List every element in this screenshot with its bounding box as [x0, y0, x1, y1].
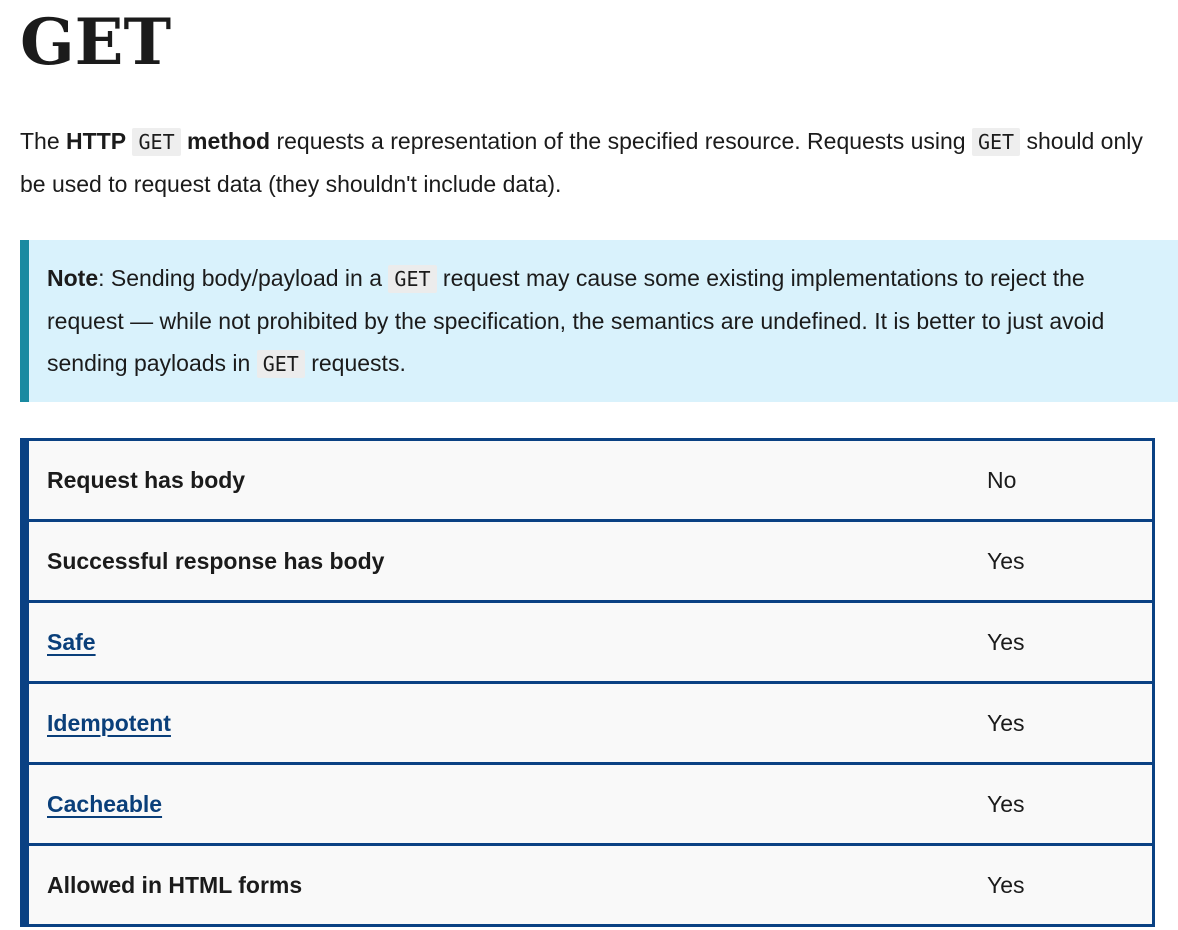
property-name-cell [25, 764, 968, 845]
property-value: Yes [967, 845, 1154, 926]
page-title: GET [20, 5, 172, 80]
note-text-part: requests. [304, 350, 406, 376]
property-value: Yes [967, 764, 1154, 845]
property-value: Yes [967, 602, 1154, 683]
table-row [25, 683, 1154, 764]
intro-text: The [20, 128, 67, 154]
intro-code-get: GET [132, 128, 180, 156]
safe-link[interactable]: Safe [47, 628, 96, 655]
note-callout [20, 240, 1178, 402]
note-text [47, 257, 1160, 385]
table-row [25, 440, 1154, 521]
property-name-cell [25, 683, 968, 764]
intro-bold-method: method [187, 128, 271, 154]
property-name: Request has body [25, 440, 968, 521]
cacheable-link[interactable]: Cacheable [47, 790, 163, 817]
table-row [25, 845, 1154, 926]
idempotent-link[interactable]: Idempotent [47, 709, 171, 736]
table-row [25, 521, 1154, 602]
note-label: Note [47, 265, 99, 291]
note-code-get: GET [257, 350, 305, 378]
intro-bold-http: HTTP [66, 128, 127, 154]
property-value: Yes [967, 683, 1154, 764]
table-row [25, 602, 1154, 683]
intro-code-get: GET [972, 128, 1020, 156]
note-text-part: : Sending body/payload in a [98, 265, 389, 291]
property-value: No [967, 440, 1154, 521]
property-name-cell [25, 602, 968, 683]
property-name: Successful response has body [25, 521, 968, 602]
note-text-part: request may cause some existing implementations to reject the request — while not prohibited by the specification, the semantics are undefined. It is better to just avoid sending payloads in [47, 265, 1105, 376]
properties-table [20, 438, 1155, 927]
property-name: Allowed in HTML forms [25, 845, 968, 926]
intro-text: should only be used to request data (they shouldn't include data). [20, 128, 1143, 197]
table-row [25, 764, 1154, 845]
intro-paragraph [20, 120, 1160, 205]
property-value: Yes [967, 521, 1154, 602]
intro-text: requests a representation of the specified resource. Requests using [270, 128, 972, 154]
note-code-get: GET [388, 265, 436, 293]
